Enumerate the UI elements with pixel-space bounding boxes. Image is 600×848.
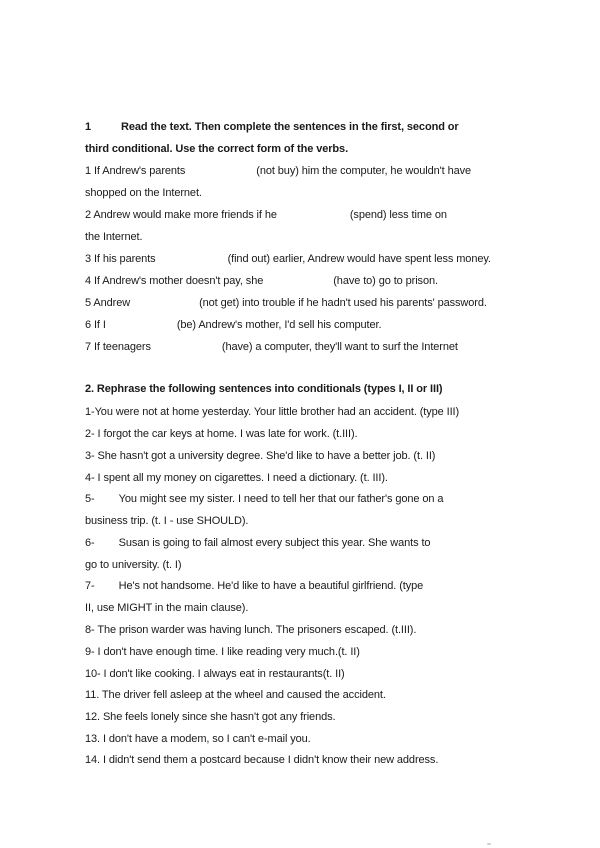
exercise1-item-5: 5 Andrew (not get) into trouble if he hadn't used his parents' password. — [85, 297, 487, 309]
exercise1-item-2-cont: the Internet. — [85, 231, 143, 243]
exercise1-item-3: 3 If his parents (find out) earlier, Andrew would have spent less money. — [85, 253, 491, 265]
exercise2-line-14: 14. I didn't send them a postcard because I didn't know their new address. — [85, 754, 439, 766]
exercise1-item-1: 1 If Andrew's parents (not buy) him the computer, he wouldn't have — [85, 165, 472, 177]
exercise1-item-2: 2 Andrew would make more friends if he (spend) less time on — [85, 209, 447, 221]
exercise2-line-11: 11. The driver fell asleep at the wheel and caused the accident. — [85, 689, 386, 701]
exercise2-line-5: 5- You might see my sister. I need to tell her that our father's gone on a — [85, 493, 444, 505]
exercise2-title: 2. Rephrase the following sentences into conditionals (types I, II or III) — [85, 383, 443, 395]
exercise1-title-line1 — [85, 120, 459, 134]
exercise2-line-5-cont: business trip. (t. I - use SHOULD). — [85, 515, 249, 527]
exercise2-line-6-cont: go to university. (t. I) — [85, 559, 182, 571]
exercise1-title: Read the text. Then complete the sentences in the first, second or — [121, 121, 459, 133]
exercise1-item-4: 4 If Andrew's mother doesn't pay, she (have to) go to prison. — [85, 275, 438, 287]
exercise1-item-6: 6 If I (be) Andrew's mother, I'd sell his computer. — [85, 319, 382, 331]
exercise2-line-9: 9- I don't have enough time. I like reading very much.(t. II) — [85, 646, 360, 658]
exercise1-title-line2: third conditional. Use the correct form of the verbs. — [85, 143, 349, 155]
exercise2-line-1: 1-You were not at home yesterday. Your little brother had an accident. (type III) — [85, 406, 460, 418]
exercise1-item-1-cont: shopped on the Internet. — [85, 187, 202, 199]
exercise2-line-13: 13. I don't have a modem, so I can't e-mail you. — [85, 733, 311, 745]
exercise2-line-8: 8- The prison warder was having lunch. The prisoners escaped. (t.III). — [85, 624, 417, 636]
exercise2-line-3: 3- She hasn't got a university degree. She'd like to have a better job. (t. II) — [85, 450, 436, 462]
exercise2-line-4: 4- I spent all my money on cigarettes. I need a dictionary. (t. III). — [85, 472, 388, 484]
exercise2-line-12: 12. She feels lonely since she hasn't got any friends. — [85, 711, 336, 723]
exercise2-line-7: 7- He's not handsome. He'd like to have a beautiful girlfriend. (type — [85, 580, 424, 592]
exercise2-line-7-cont: II, use MIGHT in the main clause). — [85, 602, 249, 614]
exercise2-line-6: 6- Susan is going to fail almost every subject this year. She wants to — [85, 537, 431, 549]
exercise1-item-7: 7 If teenagers (have) a computer, they'll want to surf the Internet — [85, 341, 458, 353]
page-corner-mark — [487, 843, 491, 845]
exercise2-line-2: 2- I forgot the car keys at home. I was late for work. (t.III). — [85, 428, 358, 440]
exercise2-line-10: 10- I don't like cooking. I always eat in restaurants(t. II) — [85, 668, 345, 680]
exercise1-number: 1 — [85, 121, 92, 133]
